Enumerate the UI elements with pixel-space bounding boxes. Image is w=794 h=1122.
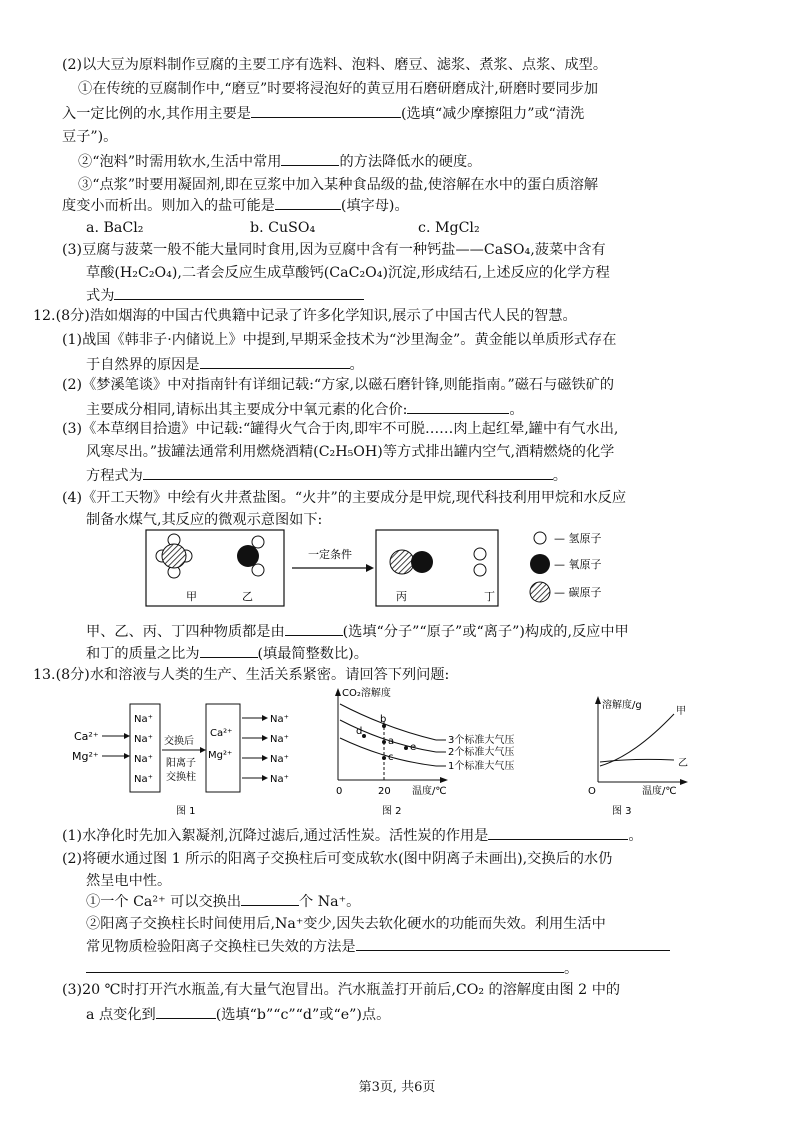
legend-hydrogen: — 氢原子 [554,532,602,545]
svg-text:e: e [410,742,417,753]
q12-4-line-d: 和丁的质量之比为 (填最简整数比)。 [86,643,368,664]
q12-2-line-a: (2)《梦溪笔谈》中对指南针有详细记载:“方家,以磁石磨针锋,则能指南。”磁石与磁铁矿的 [62,377,615,393]
h2-molecule-icon [474,548,486,576]
svg-text:乙: 乙 [678,758,688,769]
svg-text:2个标准大气压: 2个标准大气压 [448,747,515,758]
svg-text:Na⁺: Na⁺ [270,714,289,725]
fig3-x-label: 温度/℃ [642,786,677,797]
option-a: a. BaCl₂ [86,220,144,236]
hydrogen-atom-icon [534,532,546,544]
fig1-mg-input: Mg²⁺ [72,750,99,763]
q12-4-line-c: 甲、乙、丙、丁四种物质都是由 (选填“分子”“原子”或“离子”)构成的,反应中甲 [86,621,629,642]
q11-3-line-a: (3)豆腐与菠菜一般不能大量同时食用,因为豆腐中含有一种钙盐——CaSO₄,菠菜中含有 [62,242,606,258]
option-c: c. MgCl₂ [418,220,480,236]
svg-text:Ca²⁺: Ca²⁺ [210,728,233,739]
svg-text:Mg²⁺: Mg²⁺ [208,750,233,761]
q12-1-line-b: 于自然界的原因是 。 [86,354,364,375]
svg-text:Na⁺: Na⁺ [270,754,289,765]
fig1-column-after [206,704,240,792]
svg-text:Na⁺: Na⁺ [134,774,153,785]
answer-blank[interactable] [356,936,670,951]
q11-2-1-line-a: ①在传统的豆腐制作中,“磨豆”时要将浸泡好的黄豆用石磨研磨成汁,研磨时要同步加 [78,81,599,97]
q12-heading: 12.(8分)浩如烟海的中国古代典籍中记录了许多化学知识,展示了中国古代人民的智慧。 [33,308,577,324]
answer-blank[interactable] [488,825,628,840]
svg-text:c: c [388,752,394,763]
answer-blank[interactable] [143,465,553,480]
answer-blank[interactable] [86,958,564,973]
q11-3-line-c: 式为 [86,285,364,306]
q13-3-line-a: (3)20 ℃时打开汽水瓶盖,有大量气泡冒出。汽水瓶盖打开前后,CO₂ 的溶解度由图 2 中的 [62,982,621,998]
svg-text:Na⁺: Na⁺ [270,774,289,785]
figure-3-solubility [584,686,704,820]
page-footer: 第3页, 共6页 [358,1080,436,1095]
curve-3atm [340,704,436,740]
svg-text:d: d [356,726,363,737]
q13-heading: 13.(8分)水和溶液与人类的生产、生活关系紧密。请回答下列问题: [33,667,450,683]
answer-blank[interactable] [285,621,343,636]
reaction-diagram [140,526,610,610]
svg-text:a: a [388,736,395,747]
co-molecule-icon [390,550,433,574]
answer-blank[interactable] [281,151,339,166]
svg-text:0: 0 [336,786,343,797]
svg-text:b: b [380,714,387,725]
label-jia: 甲 [186,590,197,603]
figure-2-co2-solubility [326,684,546,820]
q12-3-line-b: 风寒尽出。”拔罐法通常利用燃烧酒精(C₂H₅OH)等方式排出罐内空气,酒精燃烧的化学 [86,444,615,460]
fig2-y-label: CO₂溶解度 [342,688,391,699]
option-b: b. CuSO₄ [250,220,316,236]
answer-blank[interactable] [114,285,364,300]
fig3-caption: 图 3 [612,806,632,817]
q13-2-2-line-b: 常见物质检验阳离子交换柱已失效的方法是 [86,936,670,957]
q12-1-line-a: (1)战国《韩非子·内储说上》中提到,早期采金技术为“沙里淘金”。黄金能以单质形式存在 [62,332,617,348]
curve-jia [600,714,674,766]
answer-blank[interactable] [200,354,350,369]
svg-text:交换柱: 交换柱 [166,772,196,783]
reaction-condition: 一定条件 [308,548,352,561]
oxygen-atom-icon [530,554,550,574]
q13-3-line-b: a 点变化到 (选填“b”“c”“d”或“e”)点。 [86,1004,390,1025]
svg-text:1个标准大气压: 1个标准大气压 [448,761,515,772]
answer-blank[interactable] [407,399,509,414]
fig1-after-label: 交换后 [164,736,194,747]
q11-2-2-line: ②“泡料”时需用软水,生活中常用 的方法降低水的硬度。 [78,151,481,172]
q13-2-line-b: 然呈电中性。 [86,873,172,889]
svg-text:甲: 甲 [676,706,686,717]
svg-text:阳离子: 阳离子 [166,758,196,769]
q13-2-1-line: ①一个 Ca²⁺ 可以交换出 个 Na⁺。 [86,891,360,912]
label-yi: 乙 [242,590,253,603]
svg-text:Na⁺: Na⁺ [134,714,153,725]
answer-blank[interactable] [275,195,341,210]
label-ding: 丁 [484,590,495,603]
answer-blank[interactable] [241,891,299,906]
water-molecule-icon [237,536,264,576]
legend-carbon: — 碳原子 [554,586,602,599]
q11-2-1-line-b: 入一定比例的水,其作用主要是 (选填“减少摩擦阻力”或“清洗 [62,103,584,124]
figure-1-ion-exchange [66,694,326,820]
fig2-caption: 图 2 [382,806,402,817]
svg-text:20: 20 [378,786,391,797]
legend-oxygen: — 氧原子 [554,558,602,571]
methane-molecule-icon [156,534,192,578]
answer-blank[interactable] [251,103,401,118]
q12-2-line-b: 主要成分相同,请标出其主要成分中氧元素的化合价: 。 [86,399,524,420]
fig1-ca-input: Ca²⁺ [74,730,99,743]
label-bing: 丙 [396,590,407,603]
q11-2-3-line-a: ③“点浆”时要用凝固剂,即在豆浆中加入某种食品级的盐,使溶解在水中的蛋白质溶解 [78,177,599,193]
q12-4-line-b: 制备水煤气,其反应的微观示意图如下: [86,512,323,528]
carbon-atom-icon [530,582,550,602]
q12-3-line-c: 方程式为 。 [86,465,567,486]
q11-part2-intro: (2)以大豆为原料制作豆腐的主要工序有选料、泡料、磨豆、滤浆、煮浆、点浆、成型。 [62,57,608,73]
answer-blank[interactable] [200,643,258,658]
fig2-x-label: 温度/℃ [412,786,447,797]
q13-1-line: (1)水净化时先加入絮凝剂,沉降过滤后,通过活性炭。活性炭的作用是 。 [62,825,643,846]
q11-3-line-b: 草酸(H₂C₂O₄),二者会反应生成草酸钙(CaC₂O₄)沉淀,形成结石,上述反应的化学方程 [86,265,610,281]
q11-2-1-line-c: 豆子”)。 [62,129,118,145]
svg-text:Na⁺: Na⁺ [134,754,153,765]
q13-2-line-a: (2)将硬水通过图 1 所示的阳离子交换柱后可变成软水(图中阴离子未画出),交换后的水仍 [62,851,613,867]
svg-text:Na⁺: Na⁺ [270,734,289,745]
fig1-caption: 图 1 [176,806,196,817]
answer-blank[interactable] [156,1004,216,1019]
svg-text:Na⁺: Na⁺ [134,734,153,745]
q12-4-line-a: (4)《开工天物》中绘有火井煮盐图。“火井”的主要成分是甲烷,现代科技利用甲烷和水反应 [62,490,627,506]
q12-3-line-a: (3)《本草纲目拾遗》中记载:“罐得火气合于肉,即牢不可脱……肉上起红晕,罐中有气水出, [62,421,619,437]
fig3-y-label: 溶解度/g [602,700,642,711]
q13-2-2-line-a: ②阳离子交换柱长时间使用后,Na⁺变少,因失去软化硬水的功能而失效。利用生活中 [86,916,606,932]
q13-2-2-line-c: 。 [86,958,578,979]
svg-text:O: O [588,786,596,797]
svg-text:3个标准大气压: 3个标准大气压 [448,735,515,746]
q11-2-3-line-b: 度变小而析出。则加入的盐可能是 (填字母)。 [62,195,409,216]
